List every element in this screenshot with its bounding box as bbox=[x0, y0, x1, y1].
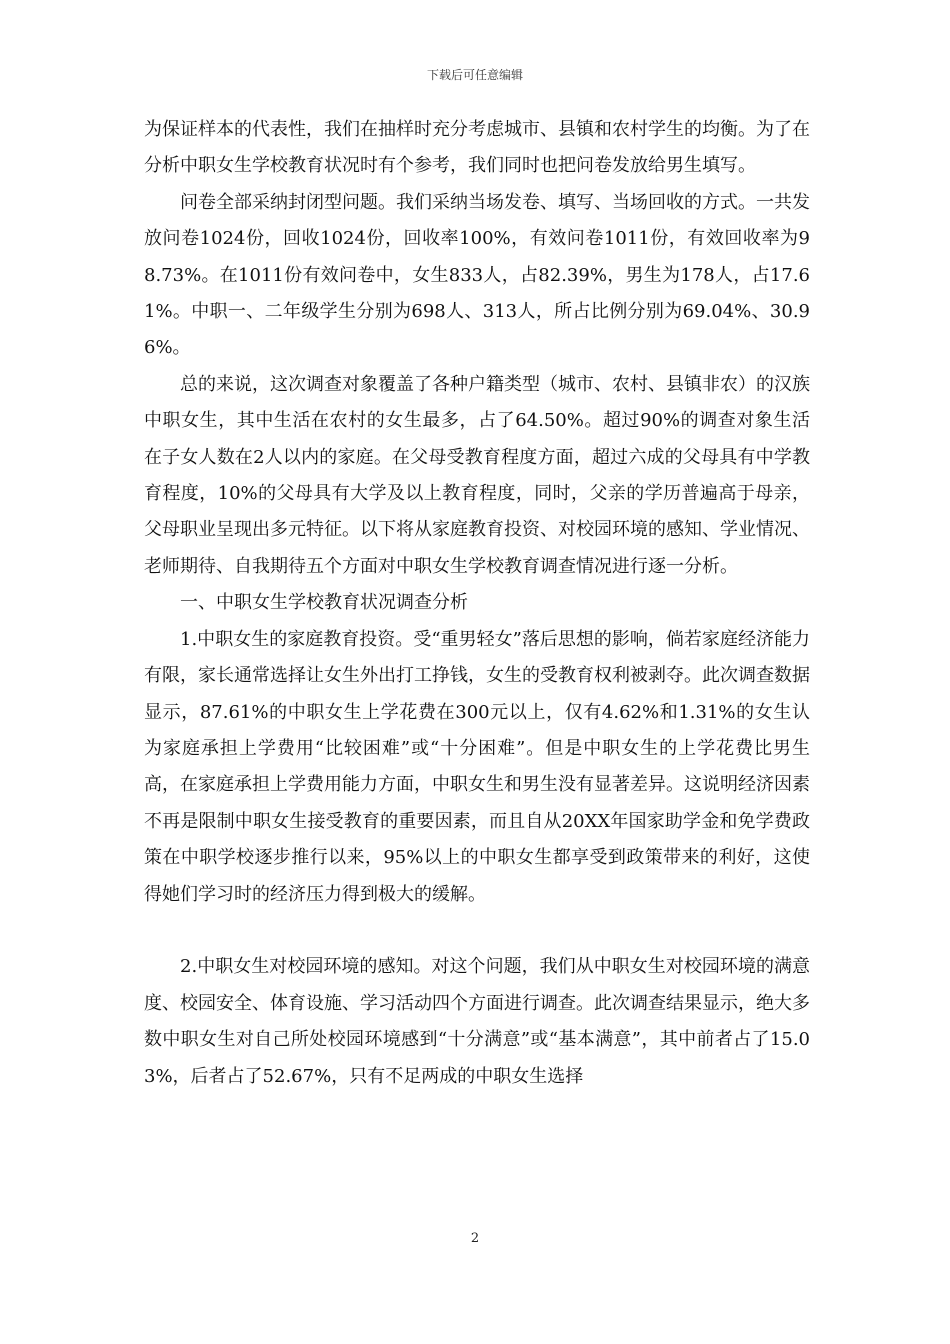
paragraph-sampling: 为保证样本的代表性，我们在抽样时充分考虑城市、县镇和农村学生的均衡。为了在分析中职女生学校教育状况时有个参考，我们同时也把问卷发放给男生填写。 bbox=[144, 119, 810, 177]
page-header: 下载后可任意编辑 bbox=[426, 68, 523, 82]
blank-line bbox=[144, 913, 810, 949]
paragraph-campus-environment: 2.中职女生对校园环境的感知。对这个问题，我们从中职女生对校园环境的满意度、校园安全、体育设施、学习活动四个方面进行调查。此次调查结果显示，绝大多数中职女生对自己所处校园环境感到“十分满意”或“基本满意”，其中前者占了15.03%，后者占了52.67%，只有不足两成的中职女生选择 bbox=[144, 956, 810, 1087]
page-number: 2 bbox=[470, 1231, 480, 1246]
paragraph-summary: 总的来说，这次调查对象覆盖了各种户籍类型（城市、农村、县镇非农）的汉族中职女生，其中生活在农村的女生最多，占了64.50%。超过90%的调查对象生活在子女人数在2人以内的家庭。在父母受教育程度方面，超过六成的父母具有中学教育程度，10%的父母具有大学及以上教育程度，同时，父亲的学历普遍高于母亲，父母职业呈现出多元特征。以下将从家庭教育投资、对校园环境的感知、学业情况、老师期待、自我期待五个方面对中职女生学校教育调查情况进行逐一分析。 bbox=[144, 373, 810, 577]
paragraph-questionnaire: 问卷全部采纳封闭型问题。我们采纳当场发卷、填写、当场回收的方式。一共发放问卷1024份，回收1024份，回收率100%，有效问卷1011份，有效回收率为98.73%。在1011份有效问卷中，女生833人，占82.39%，男生为178人，占17.61%。中职一、二年级学生分别为698人、313人，所占比例分别为69.04%、30.96%。 bbox=[144, 191, 810, 359]
paragraph-family-investment: 1.中职女生的家庭教育投资。受“重男轻女”落后思想的影响，倘若家庭经济能力有限，家长通常选择让女生外出打工挣钱，女生的受教育权利被剥夺。此次调查数据显示，87.61%的中职女生上学花费在300元以上，仅有4.62%和1.31%的女生认为家庭承担上学费用“比较困难”或“十分困难”。但是中职女生的上学花费比男生高，在家庭承担上学费用能力方面，中职女生和男生没有显著差异。这说明经济因素不再是限制中职女生接受教育的重要因素，而且自从20XX年国家助学金和免学费政策在中职学校逐步推行以来，95%以上的中职女生都享受到政策带来的利好，这使得她们学习时的经济压力得到极大的缓解。 bbox=[144, 628, 810, 905]
document-body bbox=[144, 112, 810, 1095]
section-heading: 一、中职女生学校教育状况调查分析 bbox=[180, 592, 468, 614]
